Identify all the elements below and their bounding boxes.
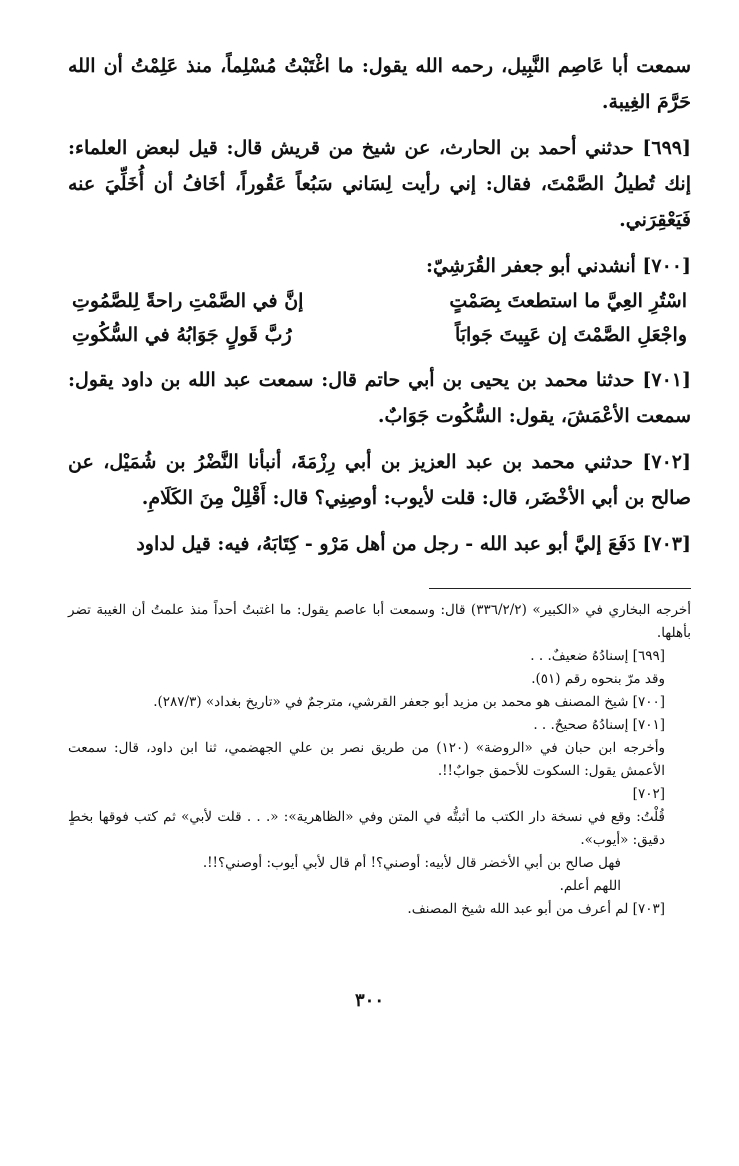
paragraph-703: [٧٠٣] دَفَعَ إليَّ أبو عبد الله - رجل من أهل مَرْو - كِتَابَهُ، فيه: قيل لداود — [136, 533, 691, 555]
footnote-divider — [429, 588, 691, 589]
footnote-702: [٧٠٢] — [632, 786, 665, 802]
footnotes — [68, 599, 691, 921]
footnote-699-ref: وقد مرّ بنحوه رقم (٥١). — [531, 671, 665, 687]
footnote-701: [٧٠١] إسنادُهُ صحيحٌ. . . — [533, 717, 665, 733]
paragraph-700: [٧٠٠] أنشدني أبو جعفر القُرَشِيّ: — [425, 255, 691, 277]
verse-line-2 — [68, 318, 691, 352]
footnote-702-closing: اللهم أعلم. — [559, 878, 621, 894]
footnote-702-question: فهل صالح بن أبي الأخضر قال لأبيه: أوصني؟! أم قال لأبي أيوب: أوصني؟!!. — [202, 855, 621, 871]
verse-2-second-hemistich: رُبَّ قَولٍ جَوَابُهُ في السُّكُوتِ — [72, 324, 292, 346]
footnote-700: [٧٠٠] شيخ المصنف هو محمد بن مزيد أبو جعفر القرشي، مترجمٌ في «تاريخ بغداد» (٢٨٧/٣). — [153, 694, 665, 710]
footnote-701-source: وأخرجه ابن حبان في «الروضة» (١٢٠) من طريق نصر بن علي الجهضمي، ثنا ابن داود، قال: سمعت الأعمش يقول: السكوت للأحمق جوابٌ!!. — [68, 740, 665, 779]
footnote-1: أخرجه البخاري في «الكبير» (٣٣٦/٢/٢) قال: وسمعت أبا عاصم يقول: ما اغتبتُ أحداً منذ علمتُ أن الغيبة تضر بأهلها. — [68, 602, 691, 641]
paragraph-1: سمعت أبا عَاصِم النَّبِيل، رحمه الله يقول: ما اغْتَبْتُ مُسْلِماً، منذ عَلِمْتُ أن الله حَرَّمَ الغِيبة. — [68, 55, 691, 113]
verse-line-1 — [68, 284, 691, 318]
footnote-703: [٧٠٣] لم أعرف من أبو عبد الله شيخ المصنف. — [407, 901, 665, 917]
page-number: ٣٠٠ — [354, 990, 384, 1011]
verse-2-first-hemistich: واجْعَلِ الصَّمْتَ إن عَيِيتَ جَوابَاً — [454, 324, 687, 346]
footnote-702-note: قُلْتُ: وقع في نسخة دار الكتب ما أثبتُّه في المتن وفي «الظاهرية»: «. . . قلت لأبي» ثم كتب فوقها بخطٍ دقيق: «أيوب». — [68, 809, 665, 848]
paragraph-702: [٧٠٢] حدثني محمد بن عبد العزيز بن أبي رِزْمَةَ، أنبأنا النَّضْرُ بن شُمَيْل، عن صالح بن أبي الأخْضَر، قال: قلت لأيوب: أوصِنِي؟ قال: أَقْلِلْ مِنَ الكَلَامِ. — [68, 451, 691, 509]
paragraph-699: [٦٩٩] حدثني أحمد بن الحارث، عن شيخ من قريش قال: قيل لبعض العلماء: إنك تُطيلُ الصَّمْتَ، فقال: إني رأيت لِسَاني سَبُعاً عَقُوراً، أخَافُ أن أُخَلِّيَ عنه فَيَعْقِرَني. — [68, 137, 691, 231]
verse-1-second-hemistich: إنَّ في الصَّمْتِ راحةً لِلصَّمُوتِ — [72, 290, 304, 312]
main-text — [68, 48, 691, 562]
paragraph-701: [٧٠١] حدثنا محمد بن يحيى بن أبي حاتم قال: سمعت عبد الله بن داود يقول: سمعت الأعْمَشَ، يقول: السُّكُوت جَوَابٌ. — [68, 369, 691, 427]
book-page — [68, 48, 691, 921]
verse-1-first-hemistich: اسْتُرِ العِيَّ ما استطعتَ بِصَمْتٍ — [449, 290, 687, 312]
footnote-699: [٦٩٩] إسنادُهُ ضعيفٌ. . . — [530, 648, 665, 664]
